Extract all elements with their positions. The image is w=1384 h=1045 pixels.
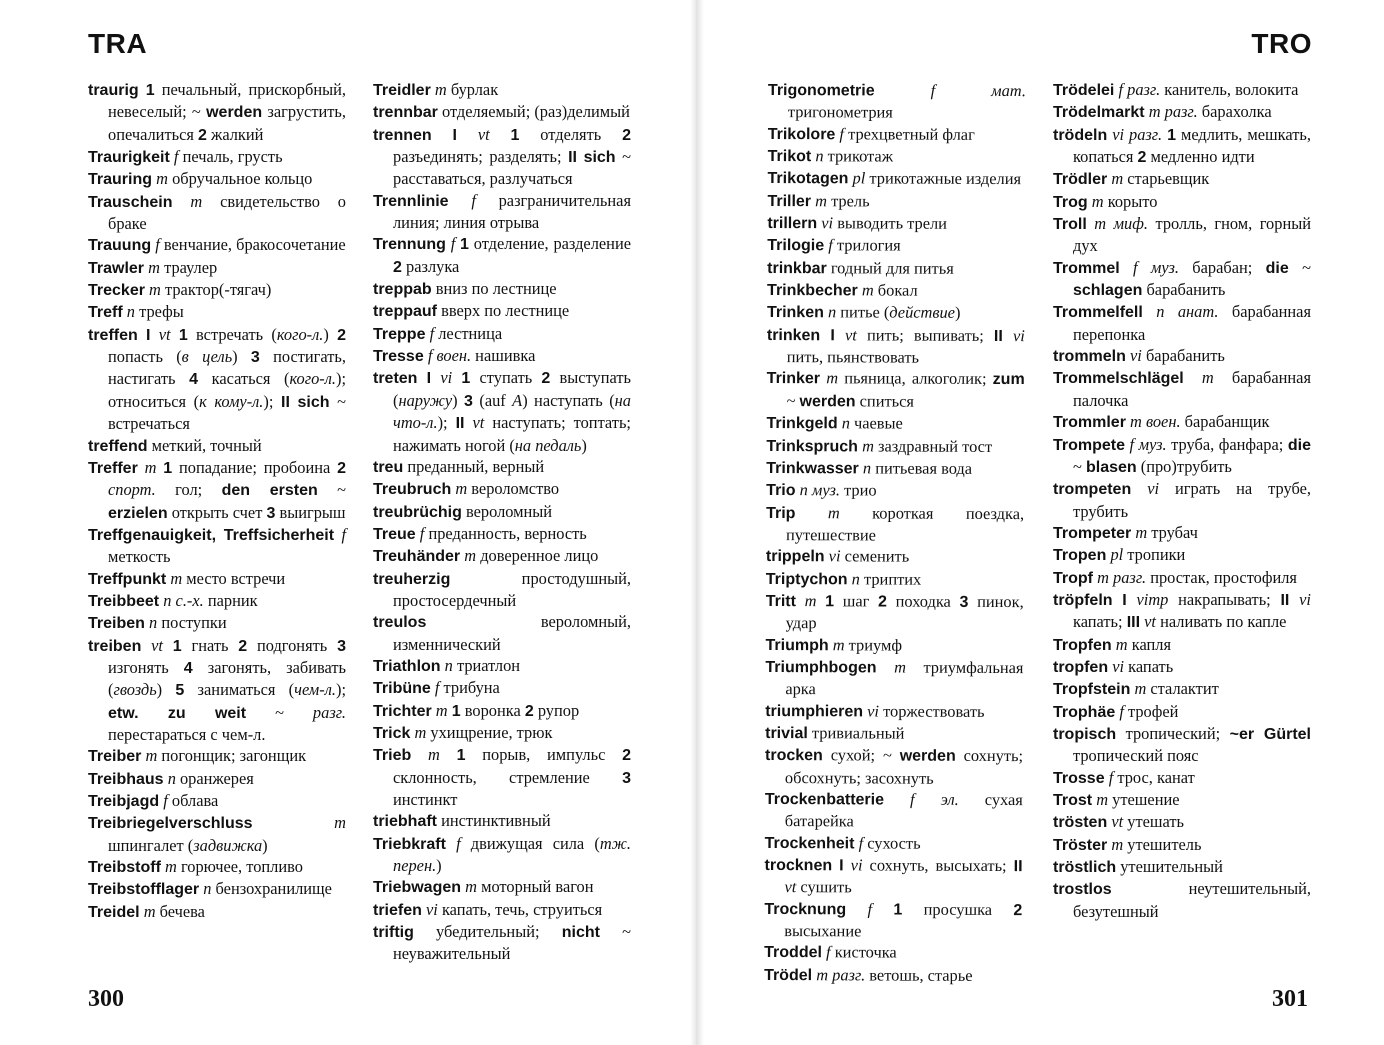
- dictionary-entry: Tropf m разг. простак, простофиля: [1053, 567, 1297, 587]
- dictionary-entry: Trinkspruch m заздравный тост: [766, 435, 993, 456]
- dictionary-entry: trödeln vi разг. 1 медлить, мешкать, копаться 2 медленно идти: [1053, 124, 1311, 167]
- dictionary-entry: trocken сухой; ~ werden сохнуть; обсохнуть; засохнуть: [765, 745, 1024, 788]
- dictionary-entry: treppauf вверх по лестнице: [373, 301, 570, 321]
- dictionary-entry: Trieb m 1 порыв, импульс 2 склонность, стремление 3 инстинкт: [373, 745, 632, 809]
- dictionary-entry: trostlos неутешительный, безутешный: [1053, 879, 1311, 921]
- dictionary-entry: Treuhänder m доверенное лицо: [373, 546, 599, 566]
- dictionary-entry: Treffgenauigkeit, Treffsicherheit f меткость: [88, 524, 346, 567]
- dictionary-entry: Trip m короткая поездка, путешествие: [766, 502, 1025, 545]
- dictionary-entry: trippeln vi семенить: [765, 546, 910, 566]
- dictionary-entry: Tropfen m капля: [1053, 634, 1171, 654]
- right-page-number: 301: [1272, 986, 1308, 1012]
- dictionary-entry: Trödler m старьевщик: [1053, 169, 1210, 189]
- dictionary-entry: Tribüne f трибуна: [373, 678, 500, 698]
- dictionary-entry: Trennung f 1 отделение, разделение 2 разлука: [373, 234, 631, 276]
- right-page-column-1: [764, 79, 1026, 987]
- dictionary-entry: Trikolore f трехцветный флаг: [767, 123, 975, 144]
- dictionary-entry: Treubruch m вероломство: [373, 479, 560, 499]
- left-page-column-1: [88, 79, 346, 923]
- dictionary-entry: Trinkwasser n питьевая вода: [766, 458, 973, 478]
- dictionary-entry: Trocknung f 1 просушка 2 высыхание: [764, 899, 1023, 941]
- dictionary-entry: Trommler m воен. барабанщик: [1053, 412, 1270, 432]
- dictionary-entry: trommeln vi барабанить: [1053, 346, 1225, 366]
- dictionary-entry: Trödel m разг. ветошь, старье: [764, 964, 973, 985]
- dictionary-entry: tropisch тропический; ~er Gürtel тропический пояс: [1053, 723, 1311, 766]
- dictionary-entry: Trichter m 1 воронка 2 рупор: [373, 700, 580, 720]
- right-running-head: TRO: [1251, 28, 1312, 59]
- dictionary-entry: Trompete f муз. труба, фанфара; die ~ blasen (про)трубить: [1053, 434, 1311, 476]
- left-running-head: TRA: [88, 28, 148, 59]
- dictionary-entry: Treppe f лестница: [373, 323, 503, 343]
- dictionary-entry: Trophäe f трофей: [1053, 701, 1179, 721]
- dictionary-entry: Trawler m траулер: [88, 257, 218, 277]
- dictionary-entry: Treiben n поступки: [88, 613, 227, 633]
- dictionary-entry: trivial тривиальный: [765, 723, 905, 743]
- dictionary-entry: Treidel m бечева: [88, 901, 205, 921]
- dictionary-entry: Treibstofflager n бензохранилище: [88, 879, 332, 899]
- dictionary-entry: Trommelfell n анат. барабанная перепонка: [1053, 302, 1311, 344]
- dictionary-entry: Trinken n питье (действие): [766, 302, 961, 323]
- dictionary-entry: Treibriegelverschluss m шпингалет (задвижка): [88, 813, 346, 855]
- dictionary-entry: Treibhaus n оранжерея: [88, 768, 254, 788]
- dictionary-entry: Trinker m пьяница, алкоголик; zum ~ werden спиться: [766, 368, 1025, 411]
- dictionary-entry: trillern vi выводить трели: [767, 213, 948, 233]
- dictionary-entry: Trinkbecher m бокал: [767, 280, 918, 300]
- dictionary-entry: Triller m трель: [767, 190, 870, 211]
- dictionary-entry: trinken I vt пить; выпивать; II vi пить, пьянствовать: [766, 325, 1025, 367]
- dictionary-entry: trennbar отделяемый; (раз)делимый: [373, 102, 630, 122]
- dictionary-entry: triebhaft инстинктивный: [373, 811, 551, 831]
- dictionary-entry: Trommel f муз. барабан; die ~ schlagen барабанить: [1053, 257, 1311, 300]
- dictionary-entry: Triptychon n триптих: [765, 568, 922, 589]
- left-page-column-2: [373, 79, 631, 965]
- dictionary-entry: Trinkgeld n чаевые: [766, 413, 903, 433]
- dictionary-entry: Troll m миф. тролль, гном, горный дух: [1053, 214, 1311, 256]
- dictionary-entry: Tresse f воен. нашивка: [373, 346, 536, 366]
- dictionary-entry: Treff n трефы: [88, 302, 184, 322]
- dictionary-entry: Tritt m 1 шаг 2 походка 3 пинок, удар: [765, 591, 1024, 633]
- dictionary-entry: tröpfeln I vimp накрапывать; II vi капать; III vt наливать по капле: [1053, 589, 1311, 632]
- left-page-number: 300: [88, 986, 124, 1012]
- dictionary-entry: Triebkraft f движущая сила (тж. перен.): [373, 833, 631, 876]
- dictionary-entry: treu преданный, верный: [373, 456, 545, 476]
- dictionary-entry: Trompeter m трубач: [1053, 522, 1198, 542]
- dictionary-entry: Treibjagd f облава: [88, 791, 219, 810]
- dictionary-entry: treten I vi 1 ступать 2 выступать (наружу) 3 (auf A) наступать (на что-л.); II vt наступать; топтать; нажимать ногой (на педаль): [373, 368, 631, 455]
- dictionary-entry: Tropen pl тропики: [1053, 545, 1186, 565]
- dictionary-entry: Triumphbogen m триумфальная арка: [765, 657, 1024, 699]
- dictionary-entry: Treffpunkt m место встречи: [88, 568, 286, 588]
- dictionary-entry: trösten vt утешать: [1053, 812, 1185, 832]
- dictionary-entry: Trödelei f разг. канитель, волокита: [1053, 80, 1299, 99]
- dictionary-entry: triumphieren vi торжествовать: [765, 701, 985, 721]
- dictionary-entry: Tropfstein m сталактит: [1053, 679, 1219, 699]
- dictionary-entry: Trikot n трикотаж: [767, 146, 894, 166]
- dictionary-entry: treuherzig простодушный, простосердечный: [373, 568, 631, 610]
- dictionary-entry: Troddel f кисточка: [764, 942, 897, 962]
- dictionary-entry: Trommelschlägel m барабанная палочка: [1053, 368, 1311, 410]
- dictionary-entry: triftig убедительный; nicht ~ неуважительный: [373, 922, 632, 964]
- dictionary-entry: triefen vi капать, течь, струиться: [373, 899, 603, 919]
- dictionary-entry: tropfen vi капать: [1053, 656, 1174, 676]
- dictionary-entry: trompeten vi играть на трубе, трубить: [1053, 479, 1311, 521]
- dictionary-entry: Trennlinie f разграничительная линия; линия отрыва: [373, 190, 631, 233]
- dictionary-entry: Triebwagen m моторный вагон: [373, 877, 594, 897]
- dictionary-entry: tröstlich утешительный: [1053, 857, 1223, 877]
- dictionary-entry: Treibbeet n с.-х. парник: [88, 590, 258, 610]
- right-page-column-2: [1053, 79, 1311, 922]
- dictionary-entry: Traurigkeit f печаль, грусть: [88, 147, 283, 167]
- dictionary-entry: Trog m корыто: [1053, 191, 1158, 211]
- dictionary-entry: Treffer m 1 попадание; пробоина 2 спорт. гол; den ersten ~ erzielen открыть счет 3 выигрыш: [88, 457, 346, 522]
- dictionary-entry: treffen I vt 1 встречать (кого-л.) 2 попасть (в цель) 3 постигать, настигать 4 касаться (кого-л.); относиться (к кому-л.); II sich ~ встречаться: [88, 324, 346, 434]
- dictionary-entry: Treibstoff m горючее, топливо: [88, 857, 303, 877]
- dictionary-entry: Trosse f трос, канат: [1053, 767, 1195, 787]
- book-gutter: [690, 0, 704, 1045]
- dictionary-entry: treppab вниз по лестнице: [373, 279, 557, 299]
- dictionary-entry: Trauring m обручальное кольцо: [88, 169, 313, 189]
- dictionary-entry: Trecker m трактор(-тягач): [88, 280, 272, 300]
- dictionary-entry: Treidler m бурлак: [373, 80, 499, 99]
- dictionary-entry: Trockenheit f сухость: [764, 833, 921, 853]
- dictionary-entry: Trigonometrie f мат. тригонометрия: [767, 80, 1026, 122]
- dictionary-entry: Tröster m утешитель: [1053, 834, 1202, 854]
- dictionary-entry: Trio n муз. трио: [766, 480, 877, 500]
- dictionary-entry: traurig 1 печальный, прискорбный, невеселый; ~ werden загрустить, опечалиться 2 жалкий: [88, 80, 346, 144]
- dictionary-entry: treffend меткий, точный: [88, 435, 262, 455]
- dictionary-entry: trennen I vt 1 отделять 2 разъединять; разделять; II sich ~ расставаться, разлучаться: [373, 124, 632, 189]
- dictionary-entry: Treue f преданность, верность: [373, 523, 587, 543]
- dictionary-entry: treubrüchig вероломный: [373, 501, 553, 521]
- dictionary-entry: Trockenbatterie f эл. сухая батарейка: [764, 789, 1023, 831]
- dictionary-entry: treiben vt 1 гнать 2 подгонять 3 изгонять 4 загонять, забивать (гвоздь) 5 заниматься (чем-л.); etw. zu weit ~ разг. перестараться с чем-л.: [88, 635, 346, 744]
- dictionary-entry: Triumph m триумф: [765, 634, 903, 655]
- dictionary-entry: Trick m ухищрение, трюк: [373, 722, 553, 742]
- dictionary-entry: Trauung f венчание, бракосочетание: [88, 235, 346, 255]
- dictionary-entry: Trilogie f трилогия: [767, 235, 901, 255]
- dictionary-entry: Trost m утешение: [1053, 790, 1180, 809]
- dictionary-entry: Trauschein m свидетельство о браке: [88, 191, 346, 234]
- dictionary-entry: Trikotagen pl трикотажные изделия: [767, 168, 1022, 189]
- dictionary-entry: trocknen I vi сохнуть, высыхать; II vt сушить: [764, 855, 1023, 897]
- dictionary-entry: Triathlon n триатлон: [373, 655, 521, 675]
- dictionary-entry: treulos вероломный, изменнический: [373, 612, 631, 654]
- dictionary-entry: trinkbar годный для питья: [767, 258, 954, 278]
- dictionary-entry: Treiber m погонщик; загонщик: [88, 746, 307, 766]
- dictionary-entry: Trödelmarkt m разг. барахолка: [1053, 102, 1272, 122]
